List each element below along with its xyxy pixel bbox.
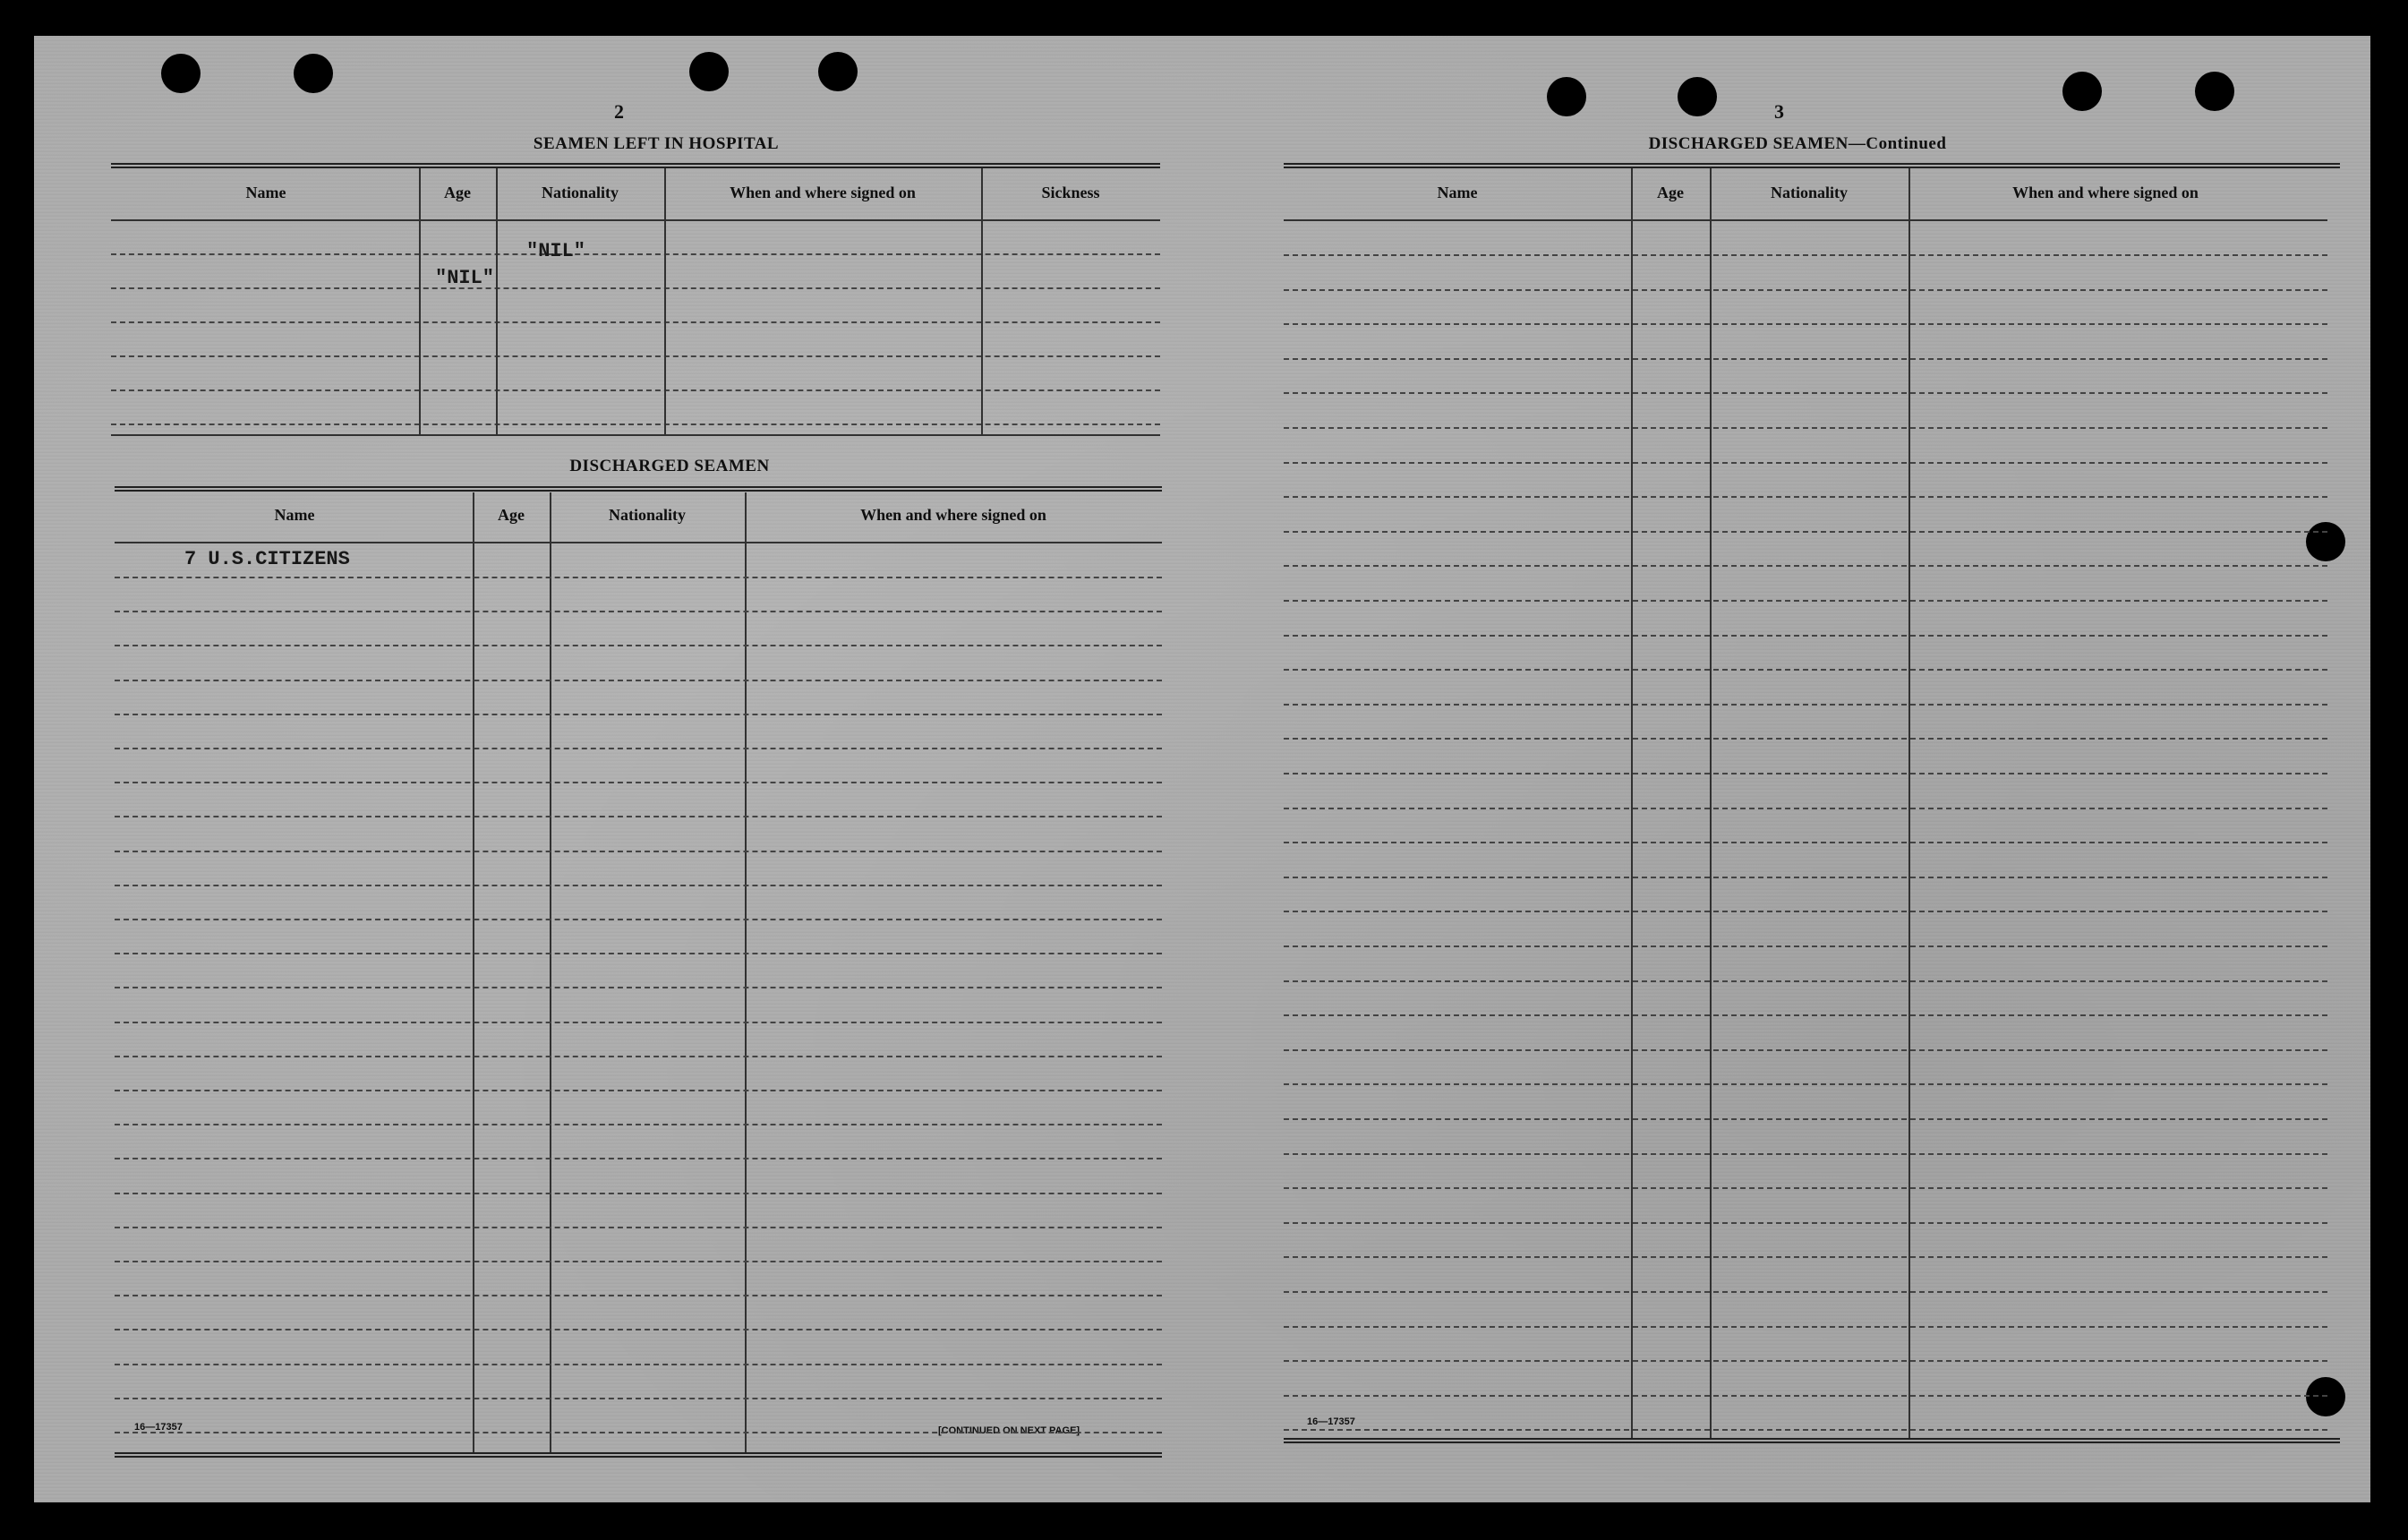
hospital-row-line (111, 389, 1160, 391)
ruled-row-line (1284, 254, 2327, 256)
ruled-row-line (115, 680, 1162, 681)
ruled-row-line (1284, 600, 2327, 602)
discharged-col-divider (745, 492, 747, 1452)
header-age: Age (498, 506, 525, 524)
ruled-row-line (1284, 704, 2327, 706)
punch-hole (818, 52, 858, 91)
hospital-col-divider (664, 168, 666, 434)
hospital-section-title: SEAMEN LEFT IN HOSPITAL (533, 134, 780, 153)
ruled-row-line (115, 1295, 1162, 1296)
header-age: Age (1657, 184, 1684, 201)
ruled-row-line (1284, 496, 2327, 498)
ruled-row-line (1284, 462, 2327, 464)
right-header-rule (1284, 219, 2327, 221)
discharged-col-divider (550, 492, 551, 1452)
header-name: Name (245, 184, 286, 201)
header-nationality: Nationality (1770, 184, 1848, 201)
ruled-row-line (115, 953, 1162, 954)
punch-hole (2306, 522, 2345, 561)
header-when-where: When and where signed on (2012, 184, 2199, 201)
hospital-col-divider (419, 168, 421, 434)
ruled-row-line (1284, 1395, 2327, 1397)
ruled-row-line (115, 919, 1162, 920)
ruled-row-line (1284, 565, 2327, 567)
ruled-row-line (115, 1124, 1162, 1125)
ruled-row-line (115, 782, 1162, 783)
ruled-row-line (115, 645, 1162, 646)
ruled-row-line (1284, 531, 2327, 533)
ruled-row-line (115, 1364, 1162, 1365)
ruled-row-line (1284, 911, 2327, 912)
typed-name-entry: 7 U.S.CITIZENS (184, 548, 350, 570)
ruled-row-line (1284, 669, 2327, 671)
ruled-row-line (1284, 635, 2327, 637)
ruled-row-line (115, 1261, 1162, 1262)
ruled-row-line (1284, 1256, 2327, 1258)
punch-hole (2195, 72, 2234, 111)
ruled-row-line (115, 1329, 1162, 1330)
punch-hole (1547, 77, 1586, 116)
ruled-row-line (115, 1090, 1162, 1091)
ruled-row-line (1284, 1291, 2327, 1293)
punch-hole (2306, 1377, 2345, 1416)
ruled-row-line (115, 611, 1162, 612)
ruled-row-line (115, 1227, 1162, 1228)
right-top-rule (1284, 163, 2340, 168)
ruled-row-line (115, 1432, 1162, 1433)
ruled-row-line (1284, 323, 2327, 325)
hospital-col-divider (496, 168, 498, 434)
ruled-row-line (1284, 1014, 2327, 1016)
continued-note: [CONTINUED ON NEXT PAGE] (938, 1425, 1080, 1436)
hospital-row-line (111, 424, 1160, 425)
form-sheet (34, 36, 2370, 1502)
header-when-where: When and where signed on (860, 506, 1046, 524)
typed-age-nil: "NIL" (435, 267, 495, 289)
ruled-row-line (115, 1398, 1162, 1399)
ruled-row-line (115, 748, 1162, 749)
ruled-row-line (115, 1158, 1162, 1159)
ruled-row-line (1284, 1222, 2327, 1224)
ruled-row-line (1284, 1049, 2327, 1051)
ruled-row-line (115, 816, 1162, 817)
ruled-row-line (1284, 980, 2327, 982)
hospital-row-line (111, 355, 1160, 357)
header-sickness: Sickness (1041, 184, 1100, 201)
discharged-header-rule (115, 542, 1162, 543)
ruled-row-line (115, 714, 1162, 715)
ruled-row-line (1284, 1360, 2327, 1362)
form-number-left: 16—17357 (134, 1422, 183, 1433)
hospital-top-rule (111, 163, 1160, 168)
punch-hole (294, 54, 333, 93)
ruled-row-line (115, 987, 1162, 988)
hospital-col-divider (981, 168, 983, 434)
ruled-row-line (1284, 1083, 2327, 1085)
ruled-row-line (1284, 842, 2327, 843)
typed-nationality-nil: "NIL" (526, 240, 586, 262)
ruled-row-line (1284, 1187, 2327, 1189)
ruled-row-line (115, 1056, 1162, 1057)
ruled-row-line (1284, 1429, 2327, 1431)
ruled-row-line (1284, 1326, 2327, 1328)
ruled-row-line (115, 885, 1162, 886)
header-nationality: Nationality (541, 184, 619, 201)
hospital-row-line (111, 253, 1160, 255)
discharged-section-title: DISCHARGED SEAMEN (569, 457, 770, 475)
ruled-row-line (115, 1022, 1162, 1023)
ruled-row-line (115, 851, 1162, 852)
ruled-row-line (115, 1193, 1162, 1194)
header-name: Name (1437, 184, 1478, 201)
ruled-row-line (1284, 289, 2327, 291)
page-number-right: 3 (1774, 100, 1784, 123)
ruled-row-line (1284, 1153, 2327, 1155)
hospital-bottom-rule (111, 434, 1160, 436)
punch-hole (161, 54, 201, 93)
hospital-row-line (111, 287, 1160, 289)
ruled-row-line (1284, 877, 2327, 878)
punch-hole (1678, 77, 1717, 116)
header-name: Name (274, 506, 315, 524)
ruled-row-line (1284, 808, 2327, 809)
form-number-right: 16—17357 (1307, 1416, 1355, 1427)
discharged-top-rule (115, 486, 1162, 492)
ruled-row-line (115, 577, 1162, 578)
ruled-row-line (1284, 773, 2327, 774)
ruled-row-line (1284, 945, 2327, 947)
ruled-row-line (1284, 392, 2327, 394)
right-bottom-rule (1284, 1438, 2340, 1443)
ruled-row-line (1284, 358, 2327, 360)
punch-hole (689, 52, 729, 91)
discharged-bottom-rule (115, 1452, 1162, 1458)
punch-hole (2062, 72, 2102, 111)
ruled-row-line (1284, 427, 2327, 429)
discharged-continued-title: DISCHARGED SEAMEN—Continued (1648, 134, 1947, 153)
ruled-row-line (1284, 738, 2327, 740)
header-when-where: When and where signed on (730, 184, 916, 201)
page-number-left: 2 (614, 100, 624, 123)
discharged-col-divider (473, 492, 474, 1452)
hospital-row-line (111, 321, 1160, 323)
header-age: Age (444, 184, 471, 201)
header-nationality: Nationality (608, 506, 686, 524)
hospital-header-rule (111, 219, 1160, 221)
ruled-row-line (1284, 1118, 2327, 1120)
